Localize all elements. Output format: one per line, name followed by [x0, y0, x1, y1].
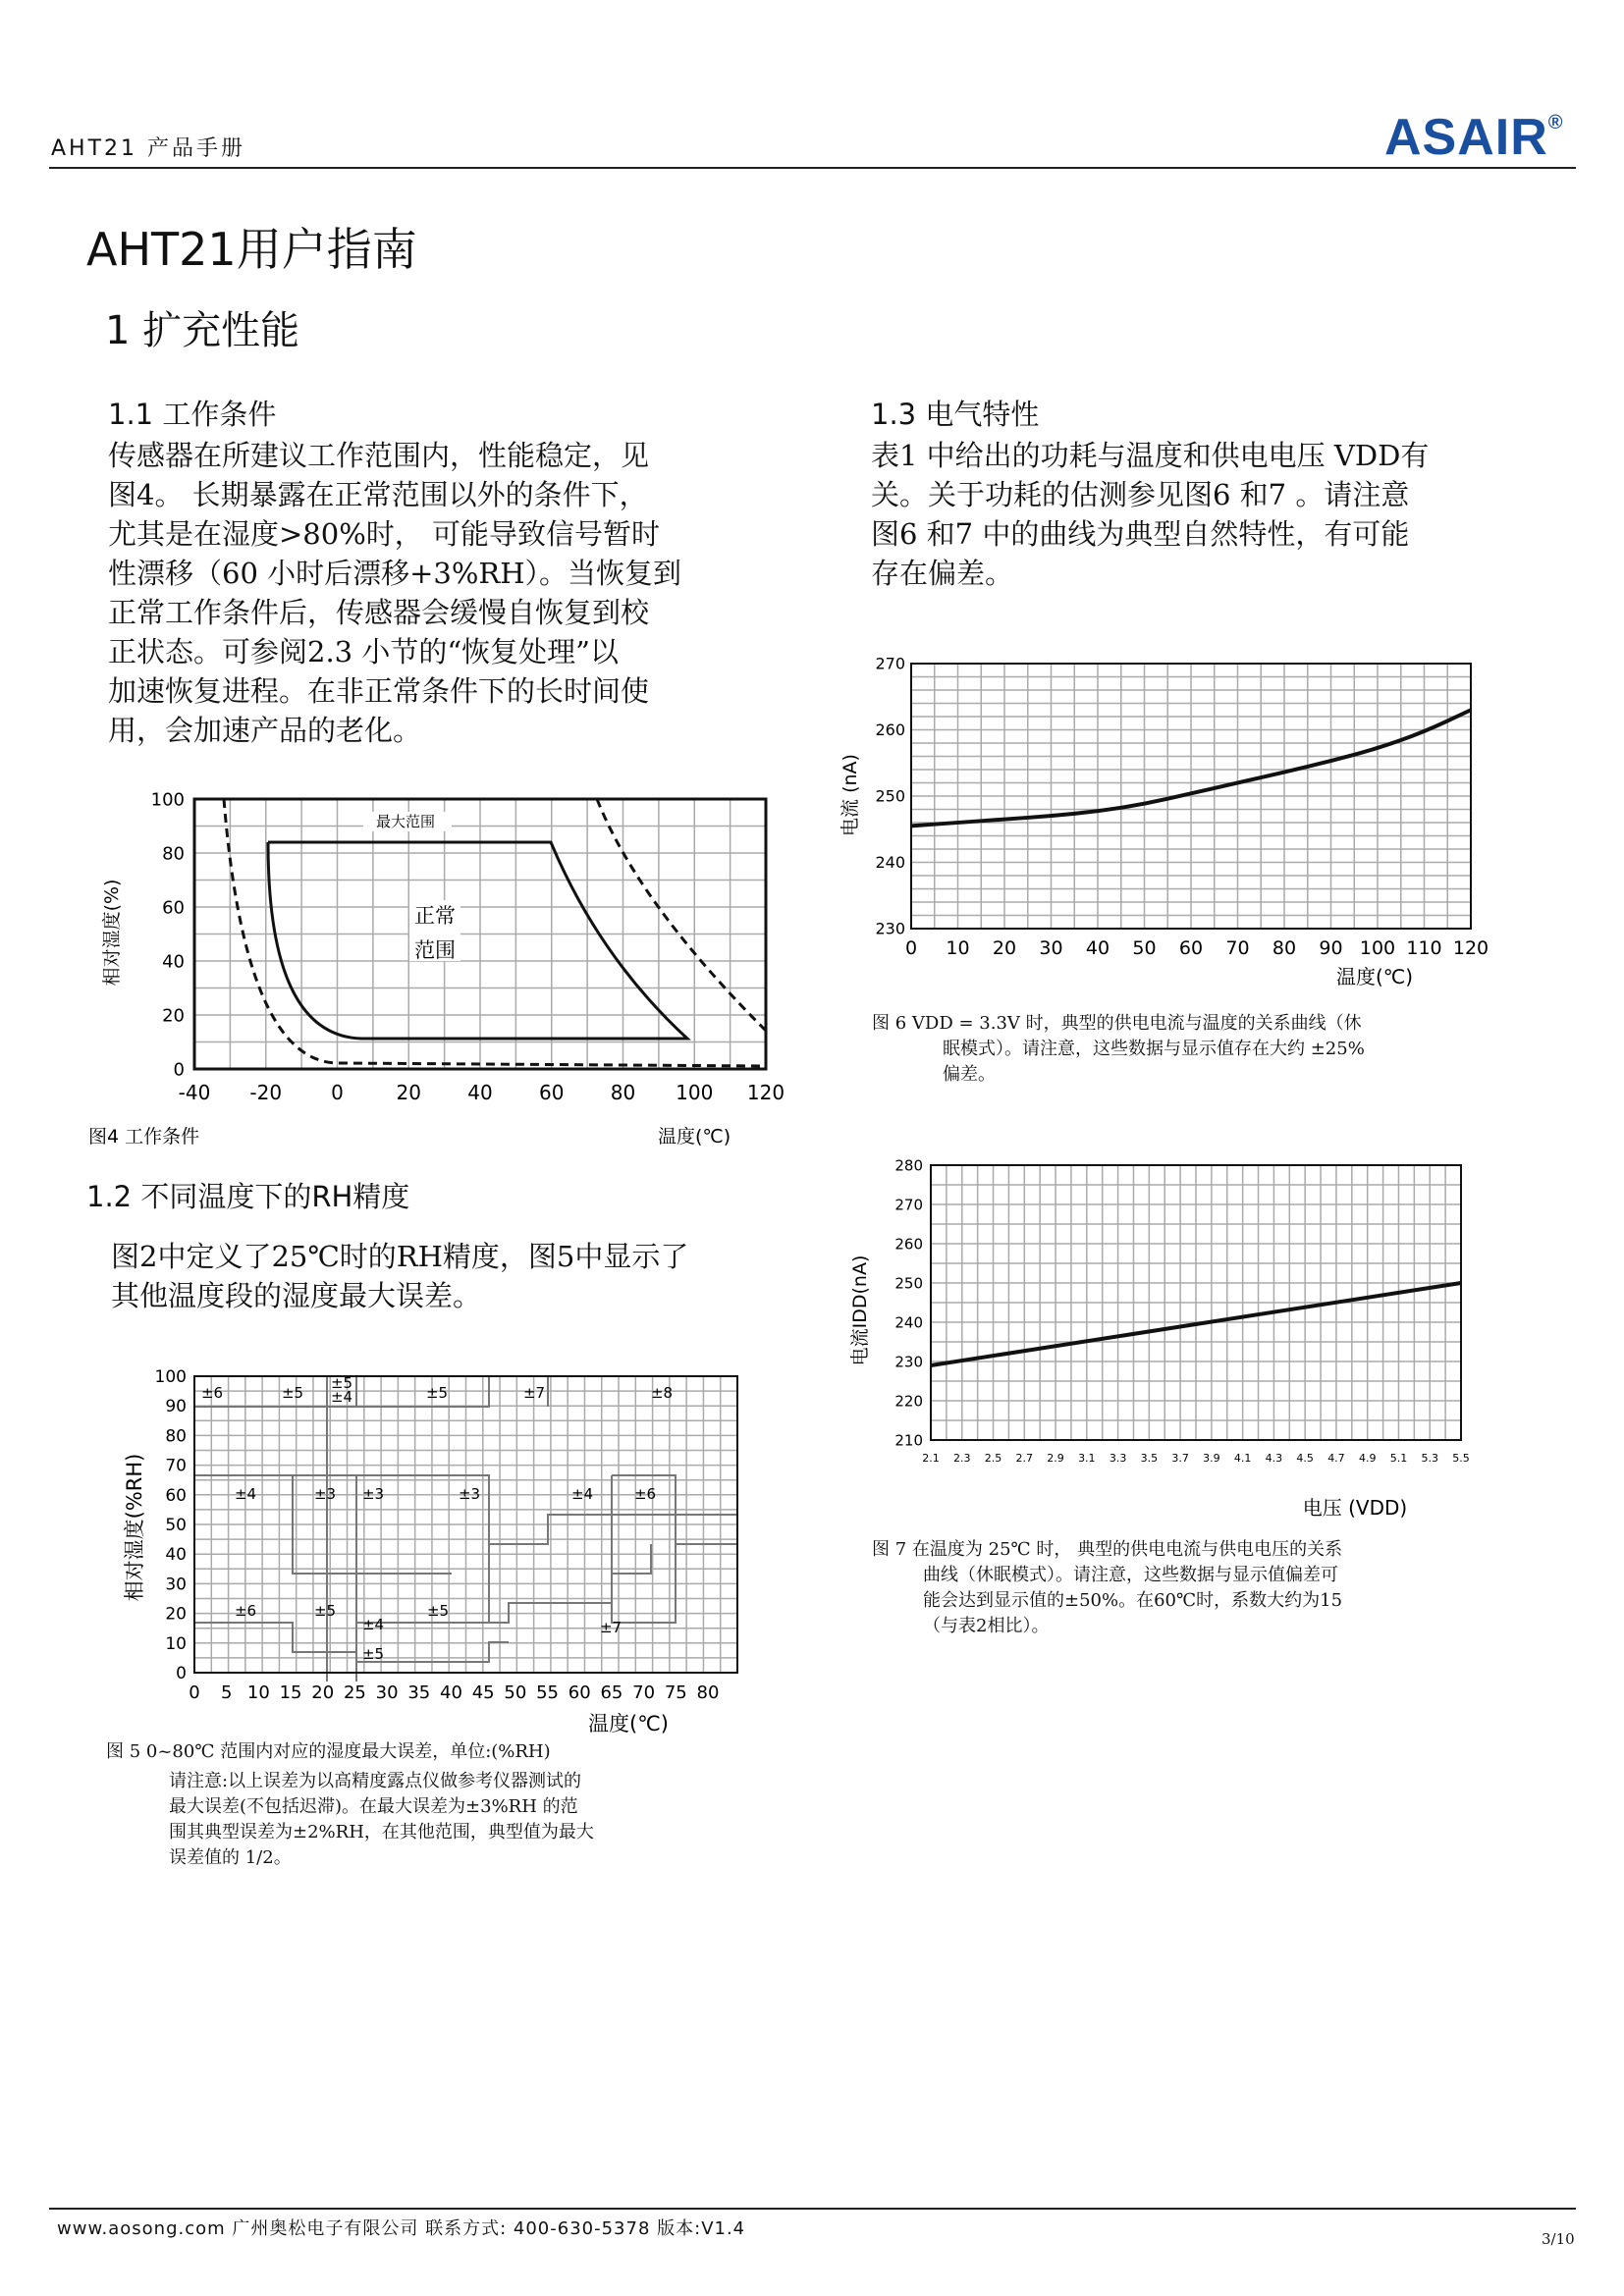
fig6-caption [872, 1011, 1365, 1088]
para-line: 存在偏差。 [871, 557, 1014, 590]
y-tick-label: 20 [165, 1604, 187, 1625]
x-tick-label: 30 [375, 1682, 399, 1703]
x-tick-label: 4.5 [1296, 1452, 1314, 1465]
figure-4-operating-conditions [88, 785, 815, 1158]
x-tick-label: 4.3 [1265, 1452, 1283, 1465]
y-tick-label: 260 [894, 1235, 923, 1254]
caption-line: （与表2相比）。 [923, 1616, 1050, 1636]
fig7-y-label: 电流IDD(nA) [849, 1255, 871, 1366]
fig6-y-ticks [875, 655, 905, 938]
asair-logo [1384, 108, 1564, 167]
paragraph-1-3 [871, 436, 1429, 593]
y-tick-label: 80 [165, 1426, 187, 1447]
y-tick-label: 100 [154, 1366, 187, 1387]
x-tick-label: 5.3 [1421, 1452, 1438, 1465]
y-tick-label: 90 [165, 1397, 187, 1417]
fig4-y-ticks [151, 789, 185, 1080]
para-line: 图4。 长期暴露在正常范围以外的条件下， [108, 478, 648, 511]
x-tick-label: 2.5 [984, 1452, 1002, 1465]
zone-label: ±6 [633, 1485, 657, 1503]
logo-text: ASAIR [1384, 109, 1548, 166]
fig4-normal-range [268, 842, 687, 1039]
x-tick-label: 20 [992, 937, 1017, 959]
x-tick-label: 5.5 [1452, 1452, 1470, 1465]
x-tick-label: 60 [1178, 937, 1204, 959]
x-tick-label: 120 [1452, 937, 1489, 959]
caption-line: 偏差。 [943, 1064, 996, 1085]
caption-line: 图 6 VDD = 3.3V 时，典型的供电电流与温度的关系曲线（休 [872, 1013, 1362, 1034]
zone-label: ±6 [234, 1602, 257, 1620]
x-tick-label: 25 [343, 1682, 366, 1703]
y-tick-label: 260 [875, 721, 905, 740]
footer-text: www.aosong.com 广州奥松电子有限公司 联系方式: 400-630-5378 版本:V1.4 [57, 2218, 746, 2239]
caption-line: 眠模式）。请注意，这些数据与显示值存在大约 ±25% [943, 1039, 1365, 1059]
fig4-max-label: 最大范围 [375, 813, 436, 830]
x-tick-label: 2.9 [1047, 1452, 1064, 1465]
x-tick-label: 60 [568, 1682, 591, 1703]
zone-label: ±3 [313, 1485, 337, 1503]
subsection-title-1-1: 1.1 工作条件 [108, 398, 277, 431]
caption-line: 图 7 在温度为 25℃ 时， 典型的供电电流与供电电压的关系 [872, 1539, 1343, 1560]
x-tick-label: 3.9 [1203, 1452, 1220, 1465]
x-tick-label: 30 [1039, 937, 1063, 959]
fig7-caption [872, 1537, 1342, 1639]
y-tick-label: 230 [875, 919, 905, 938]
x-tick-label: 40 [440, 1682, 462, 1703]
para-line: 性漂移（60 小时后漂移+3%RH）。当恢复到 [108, 557, 682, 590]
fig4-max-range-left [224, 799, 766, 1066]
zone-label: ±4 [330, 1388, 353, 1406]
fig4-x-label: 温度(℃) [658, 1126, 731, 1148]
zone-label: ±5 [313, 1602, 337, 1620]
document-title: AHT21用户指南 [86, 223, 417, 276]
para-line: 正常工作条件后，传感器会缓慢自恢复到校 [108, 596, 650, 629]
zone-label: ±3 [361, 1485, 385, 1503]
note-line: 围其典型误差为±2%RH，在其他范围，典型值为最大 [169, 1822, 594, 1842]
paragraph-1-1 [108, 436, 681, 750]
fig4-normal-label-1: 正常 [414, 904, 456, 928]
x-tick-label: 60 [539, 1081, 565, 1104]
x-tick-label: 50 [504, 1682, 527, 1703]
x-tick-label: 40 [467, 1081, 493, 1104]
fig7-grid [931, 1165, 1461, 1440]
zone-label: ±4 [234, 1485, 257, 1503]
x-tick-label: 100 [676, 1081, 714, 1104]
y-tick-label: 250 [875, 786, 905, 806]
y-tick-label: 230 [894, 1353, 923, 1371]
zone-label: ±5 [361, 1645, 385, 1663]
x-tick-label: 15 [279, 1682, 302, 1703]
zone-label: ±3 [458, 1485, 481, 1503]
para-line: 用，会加速产品的老化。 [108, 714, 422, 747]
x-tick-label: 4.7 [1327, 1452, 1345, 1465]
fig4-y-label: 相对湿度(%) [101, 879, 123, 987]
zone-label: ±6 [200, 1384, 224, 1402]
caption-line: 曲线（休眠模式）。请注意，这些数据与显示值偏差可 [923, 1565, 1338, 1585]
x-tick-label: 5 [220, 1682, 233, 1703]
x-tick-label: 80 [610, 1081, 636, 1104]
fig5-caption: 图 5 0~80℃ 范围内对应的湿度最大误差，单位:(%RH) [106, 1741, 551, 1762]
subsection-title-1-2: 1.2 不同温度下的RH精度 [86, 1180, 410, 1213]
x-tick-label: -20 [249, 1081, 283, 1104]
y-tick-label: 60 [165, 1485, 187, 1506]
y-tick-label: 80 [162, 843, 185, 865]
fig4-normal-label-2: 范围 [414, 938, 456, 962]
fig5-note [169, 1769, 594, 1871]
x-tick-label: 35 [407, 1682, 431, 1703]
x-tick-label: 5.1 [1389, 1452, 1408, 1465]
x-tick-label: 70 [1225, 937, 1250, 959]
x-tick-label: 3.3 [1109, 1452, 1127, 1465]
para-line: 表1 中给出的功耗与温度和供电电压 VDD有 [871, 439, 1430, 472]
y-tick-label: 250 [894, 1274, 923, 1293]
zone-label: ±4 [361, 1616, 385, 1633]
y-tick-label: 0 [176, 1663, 187, 1683]
para-line: 其他温度段的湿度最大误差。 [111, 1279, 482, 1312]
y-tick-label: 270 [875, 654, 905, 673]
fig5-y-ticks [155, 1367, 187, 1683]
x-tick-label: 4.9 [1358, 1452, 1377, 1465]
x-tick-label: 100 [1359, 937, 1396, 959]
x-tick-label: 4.1 [1233, 1452, 1252, 1465]
note-line: 最大误差(不包括迟滞)。在最大误差为±3%RH 的范 [169, 1796, 578, 1817]
figure-7-current-vs-voltage [844, 1153, 1492, 1526]
fig7-x-label: 电压 (VDD) [1302, 1496, 1408, 1520]
y-tick-label: 60 [162, 897, 185, 919]
x-tick-label: 75 [664, 1682, 687, 1703]
page-number: 3/10 [1542, 2230, 1575, 2248]
x-tick-label: 2.7 [1015, 1452, 1034, 1465]
x-tick-label: 3.5 [1140, 1452, 1159, 1465]
fig6-y-label: 电流 (nA) [839, 754, 861, 836]
x-tick-label: 20 [311, 1682, 335, 1703]
x-tick-label: 0 [904, 937, 918, 959]
x-tick-label: 0 [331, 1081, 344, 1104]
y-tick-label: 0 [173, 1059, 185, 1081]
x-tick-label: 50 [1132, 937, 1157, 959]
fig5-y-label: 相对湿度(%RH) [123, 1453, 146, 1602]
note-line: 请注意:以上误差为以高精度露点仪做参考仪器测试的 [169, 1771, 582, 1791]
y-tick-label: 240 [894, 1313, 923, 1332]
footer-rule [49, 2208, 1576, 2210]
zone-label: ±8 [650, 1384, 674, 1402]
zone-label: ±5 [281, 1384, 304, 1402]
para-line: 尤其是在湿度>80%时， 可能导致信号暂时 [108, 517, 660, 551]
note-line: 误差值的 1/2。 [169, 1847, 292, 1868]
x-tick-label: 3.7 [1171, 1452, 1189, 1465]
y-tick-label: 10 [165, 1633, 187, 1654]
zone-label: ±5 [426, 1602, 450, 1620]
y-tick-label: 280 [894, 1156, 923, 1175]
fig5-x-label: 温度(℃) [588, 1712, 669, 1735]
header-title: AHT21 产品手册 [51, 136, 246, 161]
para-line: 图2中定义了25℃时的RH精度，图5中显示了 [111, 1240, 689, 1273]
x-tick-label: 40 [1085, 937, 1110, 959]
fig5-x-ticks [189, 1682, 719, 1703]
fig5-grid [194, 1376, 737, 1673]
x-tick-label: 120 [746, 1081, 785, 1104]
y-tick-label: 70 [165, 1456, 187, 1476]
registered-mark: ® [1547, 112, 1564, 133]
y-tick-label: 100 [150, 789, 185, 811]
x-tick-label: 80 [696, 1682, 720, 1703]
fig7-x-ticks [922, 1452, 1470, 1465]
fig6-grid [911, 664, 1471, 929]
x-tick-label: 45 [471, 1682, 495, 1703]
subsection-title-1-3: 1.3 电气特性 [871, 398, 1040, 431]
caption-line: 能会达到显示值的±50%。在60℃时，系数大约为15 [923, 1590, 1343, 1611]
y-tick-label: 20 [162, 1005, 185, 1027]
x-tick-label: 10 [946, 937, 970, 959]
section-title: 1 扩充性能 [105, 308, 300, 353]
zone-label: ±4 [570, 1485, 594, 1503]
header-rule [49, 167, 1576, 169]
zone-label: ±7 [522, 1384, 546, 1402]
y-tick-label: 50 [165, 1515, 187, 1535]
zone-label: ±5 [330, 1374, 353, 1392]
y-tick-label: 240 [875, 853, 905, 873]
x-tick-label: 2.3 [953, 1452, 971, 1465]
para-line: 加速恢复进程。在非正常条件下的长时间使 [108, 674, 650, 708]
x-tick-label: -40 [178, 1081, 211, 1104]
y-tick-label: 40 [162, 951, 185, 973]
x-tick-label: 110 [1406, 937, 1442, 959]
x-tick-label: 90 [1319, 937, 1343, 959]
paragraph-1-2 [111, 1237, 688, 1315]
y-tick-label: 270 [894, 1196, 923, 1214]
x-tick-label: 20 [396, 1081, 421, 1104]
y-tick-label: 40 [165, 1545, 187, 1566]
figure-6-current-vs-temperature [835, 648, 1492, 1001]
fig7-y-ticks [894, 1156, 923, 1449]
zone-label: ±5 [425, 1384, 449, 1402]
para-line: 关。关于功耗的估测参见图6 和7 。请注意 [871, 478, 1410, 511]
x-tick-label: 0 [189, 1682, 200, 1703]
y-tick-label: 210 [894, 1431, 923, 1450]
x-tick-label: 55 [536, 1682, 560, 1703]
zone-label: ±7 [599, 1619, 623, 1636]
x-tick-label: 10 [246, 1682, 270, 1703]
fig4-x-ticks [179, 1081, 785, 1104]
fig6-x-ticks [905, 937, 1489, 959]
fig6-x-label: 温度(℃) [1335, 965, 1414, 988]
para-line: 图6 和7 中的曲线为典型自然特性，有可能 [871, 517, 1410, 551]
para-line: 正状态。可参阅2.3 小节的“恢复处理”以 [108, 635, 619, 668]
para-line: 传感器在所建议工作范围内，性能稳定，见 [108, 439, 650, 472]
x-tick-label: 80 [1272, 937, 1297, 959]
fig4-caption: 图4 工作条件 [88, 1126, 200, 1148]
y-tick-label: 220 [894, 1392, 923, 1411]
x-tick-label: 65 [600, 1682, 623, 1703]
x-tick-label: 3.1 [1078, 1452, 1096, 1465]
y-tick-label: 30 [165, 1575, 187, 1595]
x-tick-label: 2.1 [922, 1452, 940, 1465]
x-tick-label: 70 [632, 1682, 656, 1703]
